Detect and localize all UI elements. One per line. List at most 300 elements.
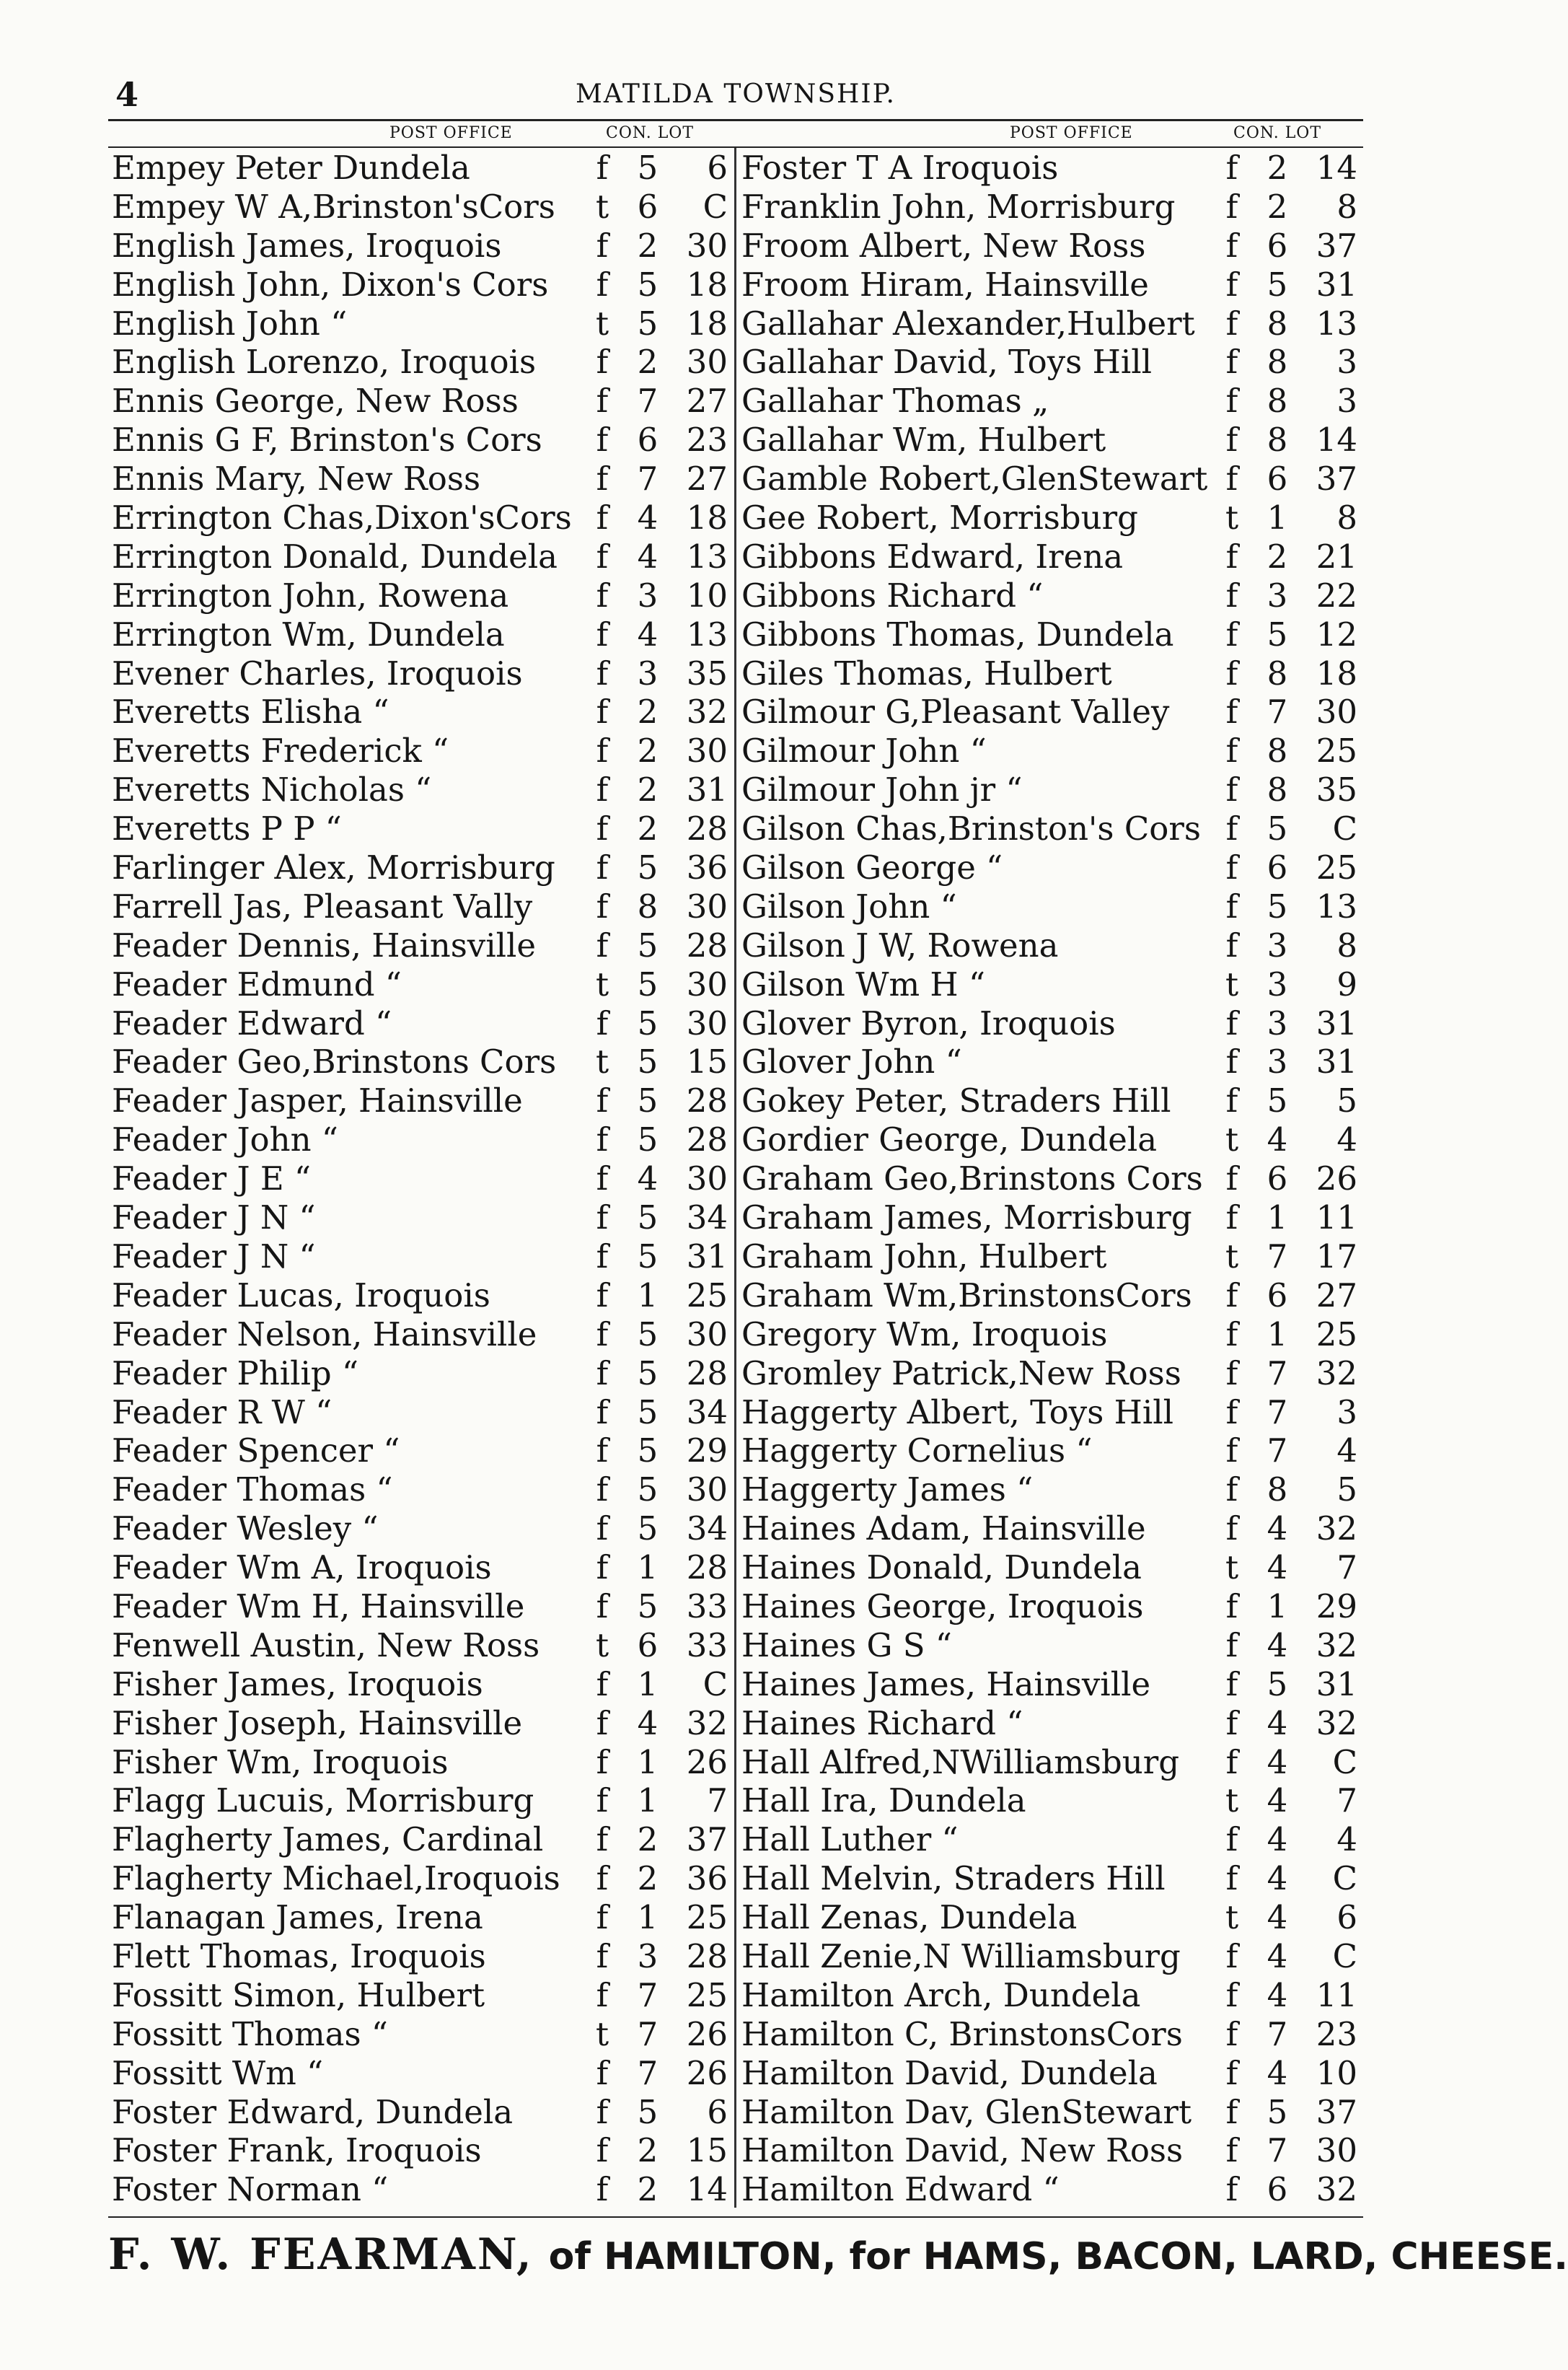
- entry-name: Gibbons Edward, Irena: [741, 537, 1124, 576]
- entry-name: Hall Ira, Dundela: [741, 1781, 1026, 1820]
- lot-number: 28: [686, 1353, 728, 1392]
- directory-entry: [741, 343, 1363, 382]
- entry-name: Feader Spencer “: [112, 1431, 400, 1470]
- lot-number: 3: [1336, 1392, 1357, 1431]
- tenure: f: [1225, 382, 1238, 421]
- directory-entry: [112, 227, 734, 265]
- concession: 5: [637, 265, 659, 304]
- concession: 5: [637, 1081, 659, 1120]
- tenure: f: [1225, 1276, 1238, 1315]
- lot-number: 18: [1316, 654, 1357, 693]
- lot-number: 30: [686, 1470, 728, 1509]
- advertisement-footer: [108, 2229, 1568, 2287]
- tenure: f: [596, 1081, 609, 1120]
- directory-entry: [112, 1976, 734, 2015]
- lot-number: 30: [686, 1315, 728, 1353]
- directory-entry: [741, 1159, 1363, 1198]
- entry-name: Graham James, Morrisburg: [741, 1198, 1192, 1237]
- entry-name: Hamilton Dav, GlenStewart: [741, 2092, 1192, 2131]
- entry-name: Gallahar David, Toys Hill: [741, 343, 1153, 382]
- directory-entry: [112, 1081, 734, 1120]
- directory-entry: [112, 2131, 734, 2170]
- tenure: f: [596, 1859, 609, 1898]
- lot-number: 3: [1336, 343, 1357, 382]
- tenure: f: [1225, 771, 1238, 809]
- concession: 2: [637, 809, 659, 848]
- tenure: f: [596, 926, 609, 965]
- directory-entry: [112, 1237, 734, 1276]
- lot-number: 10: [1316, 2053, 1357, 2092]
- lot-number: 7: [1336, 1548, 1357, 1587]
- tenure: f: [1225, 1198, 1238, 1237]
- lot-number: 37: [686, 1820, 728, 1859]
- concession: 1: [637, 1781, 659, 1820]
- concession: 8: [637, 887, 659, 926]
- lot-number: 30: [1316, 693, 1357, 732]
- concession: 5: [637, 1431, 659, 1470]
- tenure: f: [596, 1237, 609, 1276]
- tenure: f: [1225, 1703, 1238, 1742]
- directory-entry: [741, 848, 1363, 887]
- entry-name: Flagherty Michael,Iroquois: [112, 1859, 560, 1898]
- directory-entry: [112, 1626, 734, 1665]
- directory-entry: [112, 1315, 734, 1354]
- lot-number: 13: [1316, 304, 1357, 343]
- tenure: t: [595, 1625, 609, 1664]
- directory-entry: [741, 1976, 1363, 2015]
- entry-name: Gordier George, Dundela: [741, 1120, 1158, 1159]
- directory-entry: [112, 1548, 734, 1587]
- header-rule: [108, 119, 1363, 121]
- concession: 5: [637, 926, 659, 965]
- concession: 3: [637, 576, 659, 615]
- lot-number: C: [702, 1664, 728, 1703]
- tenure: f: [596, 2092, 609, 2131]
- page-title: MATILDA TOWNSHIP.: [575, 79, 896, 109]
- concession: 2: [637, 2131, 659, 2170]
- concession: 4: [1267, 1898, 1288, 1937]
- lot-number: 25: [686, 1898, 728, 1937]
- tenure: f: [596, 848, 609, 887]
- tenure: f: [596, 771, 609, 809]
- directory-entry: [112, 732, 734, 771]
- directory-entry: [741, 460, 1363, 499]
- tenure: f: [596, 1898, 609, 1937]
- entry-name: Gallahar Alexander,Hulbert: [741, 304, 1195, 343]
- lot-number: 14: [686, 2170, 728, 2209]
- directory-entry: [741, 1120, 1363, 1159]
- directory-entry: [112, 1354, 734, 1393]
- lot-number: 26: [686, 2014, 728, 2053]
- entry-name: Feader Wesley “: [112, 1509, 379, 1548]
- lot-number: 15: [686, 2131, 728, 2170]
- lot-number: 25: [1316, 732, 1357, 771]
- entry-name: Graham John, Hulbert: [741, 1237, 1107, 1276]
- concession: 6: [1267, 460, 1288, 499]
- lot-number: 31: [1316, 1004, 1357, 1043]
- directory-entry: [112, 771, 734, 809]
- directory-entry: [112, 1470, 734, 1509]
- tenure: f: [596, 1509, 609, 1548]
- entry-name: Feader Wm H, Hainsville: [112, 1586, 525, 1625]
- directory-entry: [741, 1743, 1363, 1782]
- concession: 1: [1267, 1315, 1288, 1353]
- entry-name: Fossitt Thomas “: [112, 2014, 388, 2053]
- tenure: f: [596, 460, 609, 499]
- directory-entry: [112, 1276, 734, 1315]
- directory-entry: [112, 265, 734, 304]
- concession: 7: [1267, 2131, 1288, 2170]
- concession: 6: [637, 1625, 659, 1664]
- directory-entry: [112, 1431, 734, 1470]
- directory-entry: [741, 1081, 1363, 1120]
- entry-name: Giles Thomas, Hulbert: [741, 654, 1112, 693]
- concession: 8: [1267, 1470, 1288, 1509]
- lot-number: 27: [686, 460, 728, 499]
- lot-number: 17: [1316, 1237, 1357, 1276]
- lot-number: 4: [1336, 1120, 1357, 1159]
- directory-entry: [741, 304, 1363, 343]
- entry-name: Flanagan James, Irena: [112, 1898, 483, 1937]
- entry-name: Feader Geo,Brinstons Cors: [112, 1043, 557, 1081]
- concession: 6: [637, 421, 659, 460]
- tenure: f: [596, 1004, 609, 1043]
- entry-name: Fenwell Austin, New Ross: [112, 1625, 540, 1664]
- concession: 7: [637, 1975, 659, 2014]
- tenure: f: [596, 1159, 609, 1198]
- directory-entry: [741, 1665, 1363, 1704]
- lot-number: 23: [1316, 2014, 1357, 2053]
- advertisement-tagline: of HAMILTON, for HAMS, BACON, LARD, CHEESE.: [548, 2235, 1568, 2278]
- tenure: f: [1225, 304, 1238, 343]
- concession: 2: [637, 693, 659, 732]
- lot-number: 18: [686, 265, 728, 304]
- entry-name: Feader Edmund “: [112, 965, 402, 1004]
- tenure: f: [596, 149, 609, 187]
- entry-name: Haines James, Hainsville: [741, 1664, 1151, 1703]
- concession: 5: [637, 1315, 659, 1353]
- directory-entry: [112, 2054, 734, 2093]
- tenure: f: [596, 732, 609, 771]
- concession: 5: [637, 1392, 659, 1431]
- tenure: f: [1225, 887, 1238, 926]
- directory-entry: [741, 693, 1363, 732]
- tenure: f: [596, 1431, 609, 1470]
- lot-number: 32: [1316, 1509, 1357, 1548]
- entry-name: English Lorenzo, Iroquois: [112, 343, 537, 382]
- concession: 5: [1267, 2092, 1288, 2131]
- entry-name: Foster T A Iroquois: [741, 149, 1059, 187]
- concession: 6: [1267, 226, 1288, 265]
- tenure: f: [1225, 1159, 1238, 1198]
- tenure: f: [596, 1353, 609, 1392]
- lot-number: 26: [686, 1742, 728, 1781]
- directory-entry: [741, 1237, 1363, 1276]
- directory-entry: [741, 654, 1363, 693]
- lot-number: 29: [686, 1431, 728, 1470]
- directory-entry: [112, 2015, 734, 2054]
- concession: 2: [637, 1859, 659, 1898]
- column-headings: [108, 124, 1363, 146]
- concession: 6: [1267, 848, 1288, 887]
- lot-number: 25: [1316, 848, 1357, 887]
- entry-name: Hamilton David, Dundela: [741, 2053, 1158, 2092]
- lot-number: 32: [1316, 1353, 1357, 1392]
- entry-name: Haines G S “: [741, 1625, 952, 1664]
- lot-number: 30: [686, 1004, 728, 1043]
- directory-entry: [112, 693, 734, 732]
- directory-entry: [741, 1859, 1363, 1898]
- concession: 4: [637, 615, 659, 654]
- tenure: t: [1225, 1120, 1239, 1159]
- entry-name: Everetts Nicholas “: [112, 771, 432, 809]
- lot-number: 30: [1316, 2131, 1357, 2170]
- directory-entry: [741, 771, 1363, 809]
- entry-name: Feader Jasper, Hainsville: [112, 1081, 523, 1120]
- concession: 5: [1267, 1664, 1288, 1703]
- entry-name: Gilmour John jr “: [741, 771, 1023, 809]
- concession: 4: [1267, 1936, 1288, 1975]
- concession: 4: [637, 1703, 659, 1742]
- tenure: f: [596, 1703, 609, 1742]
- lot-number: 31: [686, 771, 728, 809]
- entry-name: Fisher Wm, Iroquois: [112, 1742, 449, 1781]
- entry-name: Feader J E “: [112, 1159, 311, 1198]
- column-divider: [734, 148, 736, 2208]
- directory-entry: [112, 2093, 734, 2132]
- tenure: f: [1225, 809, 1238, 848]
- entry-name: Feader J N “: [112, 1198, 316, 1237]
- tenure: f: [596, 1975, 609, 2014]
- lot-number: 26: [686, 2053, 728, 2092]
- lot-number: 11: [1316, 1198, 1357, 1237]
- directory-entry: [741, 188, 1363, 227]
- tenure: f: [1225, 1742, 1238, 1781]
- lot-number: 33: [686, 1586, 728, 1625]
- entry-name: Ennis George, New Ross: [112, 382, 519, 421]
- entry-name: Haines Richard “: [741, 1703, 1023, 1742]
- directory-entry: [112, 1393, 734, 1432]
- directory-entry: [741, 965, 1363, 1004]
- lot-number: 35: [686, 654, 728, 693]
- tenure: f: [596, 343, 609, 382]
- tenure: f: [1225, 2053, 1238, 2092]
- tenure: f: [596, 615, 609, 654]
- tenure: f: [1225, 693, 1238, 732]
- page-number: 4: [115, 75, 139, 114]
- entry-name: Farrell Jas, Pleasant Vally: [112, 887, 533, 926]
- directory-entry: [112, 1781, 734, 1820]
- entry-name: Gregory Wm, Iroquois: [741, 1315, 1108, 1353]
- tenure: f: [596, 1315, 609, 1353]
- entry-name: Haggerty Albert, Toys Hill: [741, 1392, 1174, 1431]
- concession: 2: [637, 2170, 659, 2209]
- lot-number: C: [1332, 1936, 1357, 1975]
- concession: 8: [1267, 771, 1288, 809]
- tenure: f: [596, 1276, 609, 1315]
- concession: 5: [637, 1004, 659, 1043]
- directory-entry: [741, 382, 1363, 421]
- directory-entry: [741, 1354, 1363, 1393]
- concession: 2: [1267, 537, 1288, 576]
- entry-name: Gilson Chas,Brinston's Cors: [741, 809, 1201, 848]
- entry-name: Everetts Elisha “: [112, 693, 389, 732]
- entry-name: Empey Peter Dundela: [112, 149, 470, 187]
- lot-number: 27: [686, 382, 728, 421]
- entry-name: Feader Thomas “: [112, 1470, 393, 1509]
- entry-name: English James, Iroquois: [112, 226, 502, 265]
- directory-entry: [741, 537, 1363, 576]
- lot-number: 28: [686, 1548, 728, 1587]
- entry-name: Feader R W “: [112, 1392, 332, 1431]
- concession: 2: [637, 226, 659, 265]
- entry-name: Haines Donald, Dundela: [741, 1548, 1142, 1587]
- lot-number: 13: [686, 537, 728, 576]
- entry-name: Everetts Frederick “: [112, 732, 449, 771]
- tenure: f: [596, 1820, 609, 1859]
- entry-name: Glover Byron, Iroquois: [741, 1004, 1116, 1043]
- lot-number: 30: [686, 732, 728, 771]
- concession: 5: [637, 1237, 659, 1276]
- entry-name: Evener Charles, Iroquois: [112, 654, 523, 693]
- concession: 1: [637, 1548, 659, 1587]
- tenure: f: [1225, 926, 1238, 965]
- entry-name: English John, Dixon's Cors: [112, 265, 549, 304]
- lot-number: 32: [1316, 2170, 1357, 2209]
- directory-entry: [112, 965, 734, 1004]
- entry-name: Foster Norman “: [112, 2170, 389, 2209]
- entry-name: Gilson Wm H “: [741, 965, 985, 1004]
- concession: 3: [637, 1936, 659, 1975]
- concession: 4: [1267, 2053, 1288, 2092]
- concession: 2: [1267, 187, 1288, 226]
- tenure: f: [1225, 615, 1238, 654]
- directory-entry: [741, 149, 1363, 188]
- entry-name: Feader Wm A, Iroquois: [112, 1548, 492, 1587]
- directory-entry: [741, 1937, 1363, 1976]
- entry-name: Fisher Joseph, Hainsville: [112, 1703, 523, 1742]
- entry-name: Gee Robert, Morrisburg: [741, 499, 1138, 537]
- tenure: f: [1225, 2014, 1238, 2053]
- tenure: f: [1225, 187, 1238, 226]
- concession: 3: [1267, 576, 1288, 615]
- tenure: f: [1225, 2131, 1238, 2170]
- tenure: f: [596, 382, 609, 421]
- lot-number: 30: [686, 1159, 728, 1198]
- lot-number: 6: [707, 2092, 728, 2131]
- lot-number: 34: [686, 1509, 728, 1548]
- lot-number: C: [1332, 809, 1357, 848]
- tenure: t: [1225, 1548, 1239, 1587]
- lot-number: 5: [1336, 1470, 1357, 1509]
- tenure: f: [596, 2053, 609, 2092]
- concession: 3: [1267, 926, 1288, 965]
- lot-number: 21: [1316, 537, 1357, 576]
- lot-number: 9: [1336, 965, 1357, 1004]
- directory-entry: [741, 265, 1363, 304]
- tenure: f: [596, 1781, 609, 1820]
- entry-name: Haggerty Cornelius “: [741, 1431, 1093, 1470]
- tenure: f: [1225, 343, 1238, 382]
- concession: 4: [1267, 1781, 1288, 1820]
- entry-name: Hall Melvin, Straders Hill: [741, 1859, 1166, 1898]
- tenure: f: [1225, 654, 1238, 693]
- entry-name: Flagg Lucuis, Morrisburg: [112, 1781, 534, 1820]
- tenure: f: [1225, 1509, 1238, 1548]
- concession: 4: [1267, 1859, 1288, 1898]
- entry-name: Hamilton David, New Ross: [741, 2131, 1184, 2170]
- concession: 5: [637, 848, 659, 887]
- entry-name: Hall Alfred,NWilliamsburg: [741, 1742, 1180, 1781]
- tenure: t: [595, 965, 609, 1004]
- concession: 6: [1267, 1276, 1288, 1315]
- entry-name: Flagherty James, Cardinal: [112, 1820, 544, 1859]
- tenure: f: [1225, 1586, 1238, 1625]
- entry-name: Gibbons Thomas, Dundela: [741, 615, 1174, 654]
- tenure: f: [596, 265, 609, 304]
- concession: 8: [1267, 343, 1288, 382]
- tenure: f: [1225, 732, 1238, 771]
- concession: 6: [637, 187, 659, 226]
- lot-number: 23: [686, 421, 728, 460]
- lot-number: 7: [707, 1781, 728, 1820]
- tenure: f: [596, 654, 609, 693]
- entry-name: Gamble Robert,GlenStewart: [741, 460, 1208, 499]
- concession: 1: [637, 1898, 659, 1937]
- right-post-office-heading: POST OFFICE: [1010, 124, 1133, 142]
- lot-number: 30: [686, 343, 728, 382]
- directory-entry: [112, 848, 734, 887]
- concession: 4: [1267, 1975, 1288, 2014]
- lot-number: 32: [1316, 1703, 1357, 1742]
- entry-name: Ennis Mary, New Ross: [112, 460, 481, 499]
- entry-name: Empey W A,Brinston'sCors: [112, 187, 555, 226]
- directory-entry: [112, 654, 734, 693]
- directory-entry: [741, 421, 1363, 460]
- lot-number: 34: [686, 1392, 728, 1431]
- tenure: f: [1225, 1664, 1238, 1703]
- directory-entry: [741, 809, 1363, 848]
- lot-number: C: [1332, 1742, 1357, 1781]
- directory-entry: [112, 460, 734, 499]
- entry-name: Hall Zenie,N Williamsburg: [741, 1936, 1181, 1975]
- entry-name: Flett Thomas, Iroquois: [112, 1936, 486, 1975]
- tenure: f: [596, 1936, 609, 1975]
- concession: 5: [637, 1198, 659, 1237]
- tenure: f: [1225, 2092, 1238, 2131]
- entry-name: Gokey Peter, Straders Hill: [741, 1081, 1171, 1120]
- lot-number: 6: [1336, 1898, 1357, 1937]
- entry-name: English John “: [112, 304, 348, 343]
- concession: 5: [637, 1353, 659, 1392]
- directory-entry: [112, 615, 734, 654]
- lot-number: 37: [1316, 226, 1357, 265]
- tenure: f: [1225, 2170, 1238, 2209]
- entry-name: Errington Wm, Dundela: [112, 615, 505, 654]
- tenure: t: [595, 2014, 609, 2053]
- tenure: f: [1225, 226, 1238, 265]
- concession: 7: [637, 2014, 659, 2053]
- concession: 5: [1267, 1081, 1288, 1120]
- lot-number: 14: [1316, 149, 1357, 187]
- concession: 7: [1267, 2014, 1288, 2053]
- concession: 7: [1267, 693, 1288, 732]
- tenure: f: [1225, 460, 1238, 499]
- concession: 7: [1267, 1392, 1288, 1431]
- directory-entry: [741, 1004, 1363, 1043]
- concession: 4: [1267, 1548, 1288, 1587]
- entry-name: Feader Lucas, Iroquois: [112, 1276, 490, 1315]
